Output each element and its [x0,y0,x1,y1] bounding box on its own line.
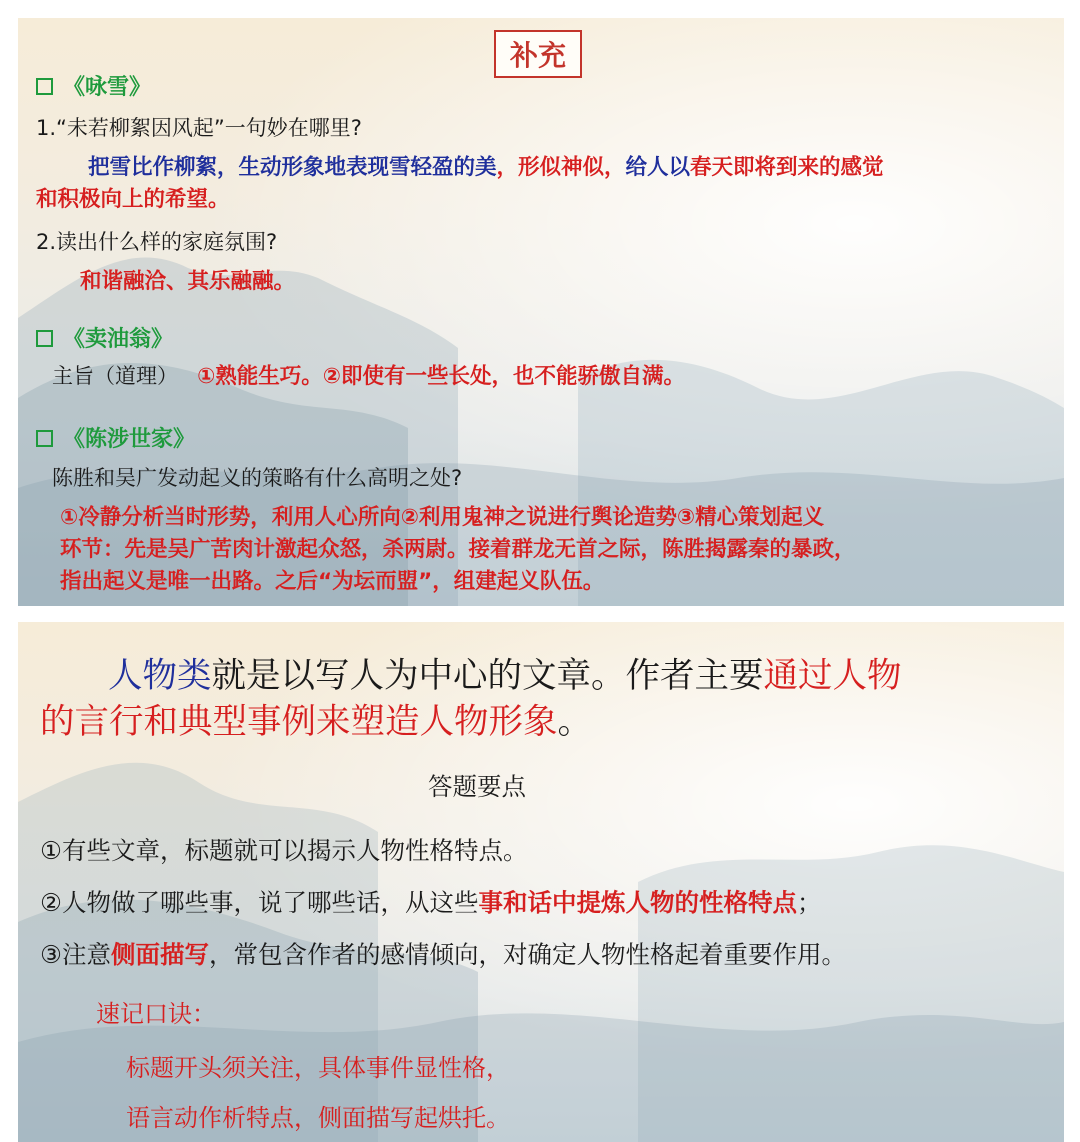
mnemonic-line-1: 标题开头须关注，具体事件显性格， [126,1054,510,1082]
section-heading-maiyouweng: 《卖油翁》 [36,322,173,353]
answer-points-heading: 答题要点 [428,772,526,801]
question-2: 2.读出什么样的家庭氛围? [36,230,278,254]
answer-2: 和谐融洽、其乐融融。 [80,269,296,294]
chenshe-answer-line-3: 指出起义是唯一出路。之后“为坛而盟”，组建起义队伍。 [60,569,605,594]
answer-1-line-1: 把雪比作柳絮，生动形象地表现雪轻盈的美，形似神似，给人以春天即将到来的感觉 [88,155,884,180]
theme-answer: ①熟能生巧。②即使有一些长处，也不能骄傲自满。 [197,364,686,389]
maiyouweng-theme-row [52,360,685,393]
chenshe-question: 陈胜和吴广发动起义的策略有什么高明之处? [52,466,463,490]
point-1: ①有些文章，标题就可以揭示人物性格特点。 [40,836,528,865]
intro-line-2: 的言行和典型事例来塑造人物形象。 [40,702,592,742]
checkbox-square-icon [36,330,53,347]
section-heading-yongxue: 《咏雪》 [36,70,151,101]
point-3: ③注意侧面描写，常包含作者的感情倾向，对确定人物性格起着重要作用。 [40,940,846,969]
checkbox-square-icon [36,430,53,447]
theme-label: 主旨（道理） [52,364,178,388]
question-1: 1.“未若柳絮因风起”一句妙在哪里? [36,116,362,140]
supplement-slide [18,18,1064,606]
intro-line-1: 人物类就是以写人为中心的文章。作者主要通过人物 [108,656,902,696]
chenshe-answer-line-1: ①冷静分析当时形势，利用人心所向②利用鬼神之说进行舆论造势③精心策划起义 [60,505,825,530]
point-2: ②人物做了哪些事，说了哪些话，从这些事和话中提炼人物的性格特点； [40,888,822,917]
supplement-title: 补充 [494,30,582,78]
section-heading-chenshe: 《陈涉世家》 [36,422,195,453]
character-analysis-slide [18,622,1064,1142]
checkbox-square-icon [36,78,53,95]
chenshe-answer-line-2: 环节：先是吴广苦肉计激起众怒，杀两尉。接着群龙无首之际，陈胜揭露秦的暴政， [60,537,856,562]
answer-1-line-2: 和积极向上的希望。 [36,187,230,212]
mnemonic-line-2: 语言动作析特点，侧面描写起烘托。 [126,1104,510,1132]
mnemonic-label: 速记口诀： [96,1000,216,1028]
